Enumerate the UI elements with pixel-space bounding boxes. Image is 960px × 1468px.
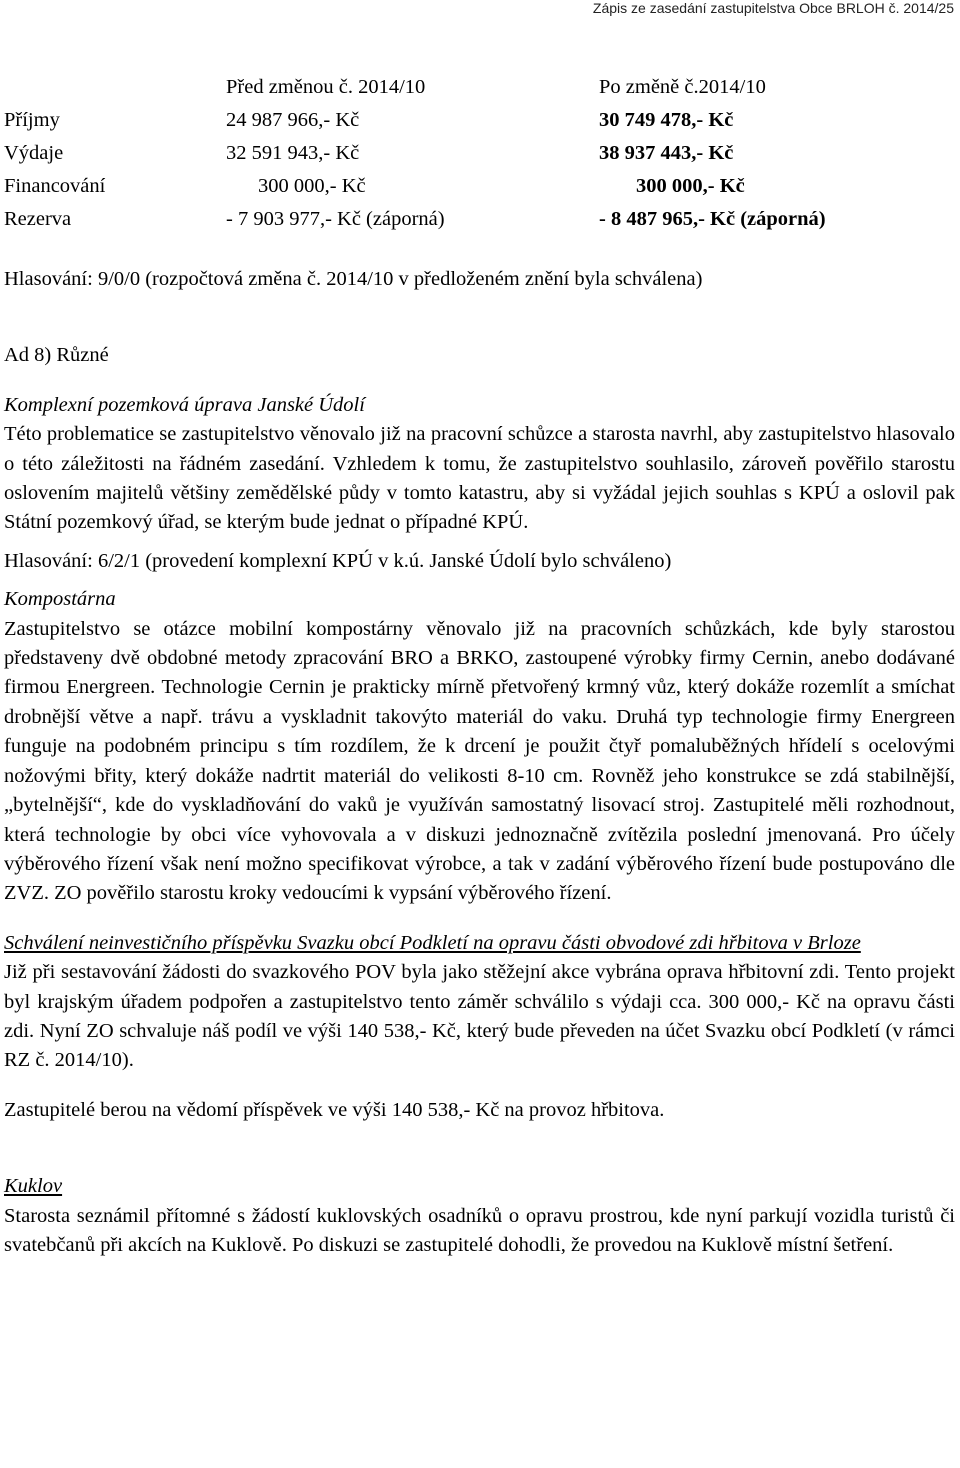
- compost-heading: Kompostárna: [4, 588, 116, 611]
- budget-row-financing: [4, 171, 944, 204]
- cemetery-heading: Schválení neinvestičního příspěvku Svazku obcí Podkletí na opravu části obvodové zdi hřbitova v Brloze: [4, 931, 861, 954]
- value-before: 300 000,- Kč: [258, 175, 366, 197]
- value-before: - 7 903 977,- Kč (záporná): [226, 208, 445, 230]
- minutes-body: [4, 265, 955, 1260]
- budget-header-row: [4, 72, 944, 105]
- section-title: Ad 8) Různé: [4, 344, 109, 367]
- kuklov-text: Starosta seznámil přítomné s žádostí kuklovských osadníků o opravu prostrou, kde nyní parkují vozidla turistů či svatebčanů při akcích na Kuklově. Po diskuzi se zastupitelé dohodli, že provedou na Kuklově místní šetření.: [4, 1204, 955, 1256]
- row-label: Příjmy: [4, 109, 60, 131]
- value-after: 38 937 443,- Kč: [599, 142, 734, 164]
- kpu-heading: Komplexní pozemková úprava Janské Údolí: [4, 393, 365, 416]
- budget-row-income: [4, 105, 944, 138]
- column-header-after: Po změně č.2014/10: [599, 76, 766, 98]
- budget-row-reserve: [4, 204, 944, 237]
- kpu-text: Této problematice se zastupitelstvo věnovalo již na pracovní schůzce a starosta navrhl, aby zastupitelstvo hlasovalo o této záležitosti na řádném zasedání. Vzhledem k tomu, že zastupitelstvo souhlasilo, zároveň pověřilo starostu oslovením majitelů většiny zemědělské půdy v tomto katastru, aby si vyžádal jejich souhlas s KPÚ a oslovil pak Státní pozemkový úřad, se kterým bude jednat o případné KPÚ.: [4, 423, 955, 534]
- cemetery-text: Již při sestavování žádosti do svazkového POV byla jako stěžejní akce vybrána oprava hřbitovní zdi. Tento projekt byl krajským úřadem podpořen a zastupitelstvo tento záměr schválilo s výdaji cca. 300 000,- Kč na opravu části zdi. Nyní ZO schvaluje náš podíl ve výši 140 538,- Kč, který bude převeden na účet Svazku obcí Podkletí (v rámci RZ č. 2014/10).: [4, 961, 955, 1072]
- value-after: 300 000,- Kč: [636, 175, 745, 197]
- budget-table: [4, 72, 944, 237]
- column-header-before: Před změnou č. 2014/10: [226, 76, 426, 98]
- compost-text: Zastupitelstvo se otázce mobilní kompostárny věnovalo již na pracovních schůzkách, kde byly starostou představeny dvě obdobné metody zpracování BRO a BRKO, zastoupené výrobky firmy Cernin, anebo dodávané firmou Energreen. Technologie Cernin je prakticky mírně přetvořený krmný vůz, který dokáže rozemlít a smíchat drobnější větve a např. trávu a vyskladnit takovýto materiál do vaku. Druhá typ technologie firmy Energreen funguje na podobném principu s tím rozdílem, že k drcení je použit čtyř pomaluběžných hřídelí s ocelovými nožovými břity, který dokáže nadrtit materiál do velikosti 8-10 cm. Rovněž jeho konstrukce se zdá stabilnější, „bytelnější“, kde do vyskladňování do vaků je využíván samostatný lisovací stroj. Zastupitelé měli rozhodnout, která technologie by obci více vyhovovala a v diskuzi jednoznačně zvítězila poslední jmenovaná. Pro účely výběrového řízení však není možno specifikovat výrobce, a tak v zadání výběrového řízení bude postupováno dle ZVZ. ZO pověřilo starostu kroky vedoucími k vypsání výběrového řízení.: [4, 617, 955, 905]
- row-label: Financování: [4, 175, 106, 197]
- value-after: 30 749 478,- Kč: [599, 109, 734, 131]
- kuklov-heading: Kuklov: [4, 1175, 63, 1198]
- running-header: Zápis ze zasedání zastupitelstva Obce BRLOH č. 2014/25: [592, 0, 954, 16]
- row-label: Rezerva: [4, 208, 72, 230]
- value-after: - 8 487 965,- Kč (záporná): [599, 208, 826, 230]
- value-before: 32 591 943,- Kč: [226, 142, 360, 164]
- cemetery-note: Zastupitelé berou na vědomí příspěvek ve výši 140 538,- Kč na provoz hřbitova.: [4, 1098, 665, 1121]
- kpu-vote-result: Hlasování: 6/2/1 (provedení komplexní KPÚ v k.ú. Janské Údolí bylo schváleno): [4, 549, 672, 572]
- budget-vote-result: Hlasování: 9/0/0 (rozpočtová změna č. 2014/10 v předloženém znění byla schválena): [4, 268, 703, 290]
- budget-row-expenses: [4, 138, 944, 171]
- row-label: Výdaje: [4, 142, 64, 164]
- value-before: 24 987 966,- Kč: [226, 109, 360, 131]
